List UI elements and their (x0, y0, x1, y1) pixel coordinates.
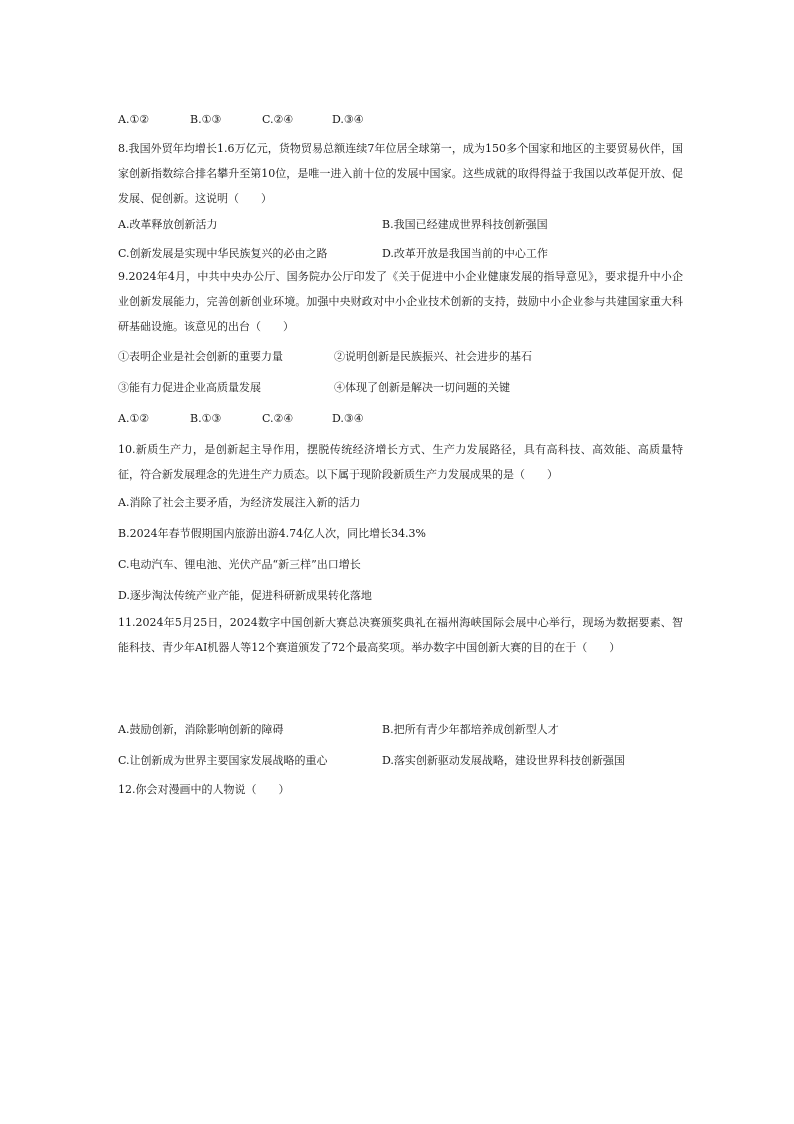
q7-option-c: C.②④ (262, 113, 294, 126)
q8-option-c: C.创新发展是实现中华民族复兴的必由之路 (118, 247, 328, 260)
q8-stem: 8.我国外贸年均增长1.6万亿元，货物贸易总额连续7年位居全球第一，成为150多个国家和地区的主要贸易伙伴，国家创新指数综合排名攀升至第10位，是唯一进入前十位的发展中国家。这些成就的取得得益于我国以改革促开放、促发展、促创新。这说明（ ） (118, 142, 683, 205)
q12-stem: 12.你会对漫画中的人物说（ ） (118, 783, 290, 796)
q9-statement-2: ②说明创新是民族振兴、社会进步的基石 (334, 350, 532, 363)
q9-stem: 9.2024年4月，中共中央办公厅、国务院办公厅印发了《关于促进中小企业健康发展的指导意见》，要求提升中小企业创新发展能力，完善创新创业环境。加强中央财政对中小企业技术创新的支持，鼓励中小企业参与共建国家重大科研基础设施。该意见的出台（ ） (118, 270, 683, 333)
q11-stem: 11.2024年5月25日，2024数字中国创新大赛总决赛颁奖典礼在福州海峡国际会展中心举行，现场为数据要素、智能科技、青少年AI机器人等12个赛道颁发了72个最高奖项。举办数字中国创新大赛的目的在于（ ） (118, 616, 683, 654)
q11-option-b: B.把所有青少年都培养成创新型人才 (382, 723, 559, 736)
q9-option-c: C.②④ (262, 412, 294, 425)
q10-option-d: D.逐步淘汰传统产业产能，促进科研新成果转化落地 (118, 589, 372, 602)
q8-option-d: D.改革开放是我国当前的中心工作 (382, 247, 548, 260)
q8-option-a: A.改革释放创新活力 (118, 218, 218, 231)
q9-statement-3: ③能有力促进企业高质量发展 (118, 381, 261, 394)
q11-option-a: A.鼓励创新，消除影响创新的障碍 (118, 723, 284, 736)
q10-stem: 10.新质生产力，是创新起主导作用，摆脱传统经济增长方式、生产力发展路径，具有高科技、高效能、高质量特征，符合新发展理念的先进生产力质态。以下属于现阶段新质生产力发展成果的是（ ） (118, 443, 683, 481)
q9-option-b: B.①③ (190, 412, 222, 425)
q7-option-a: A.①② (118, 113, 150, 126)
q9-option-d: D.③④ (332, 412, 364, 425)
q7-option-d: D.③④ (332, 113, 364, 126)
q10-option-b: B.2024年春节假期国内旅游出游4.74亿人次，同比增长34.3% (118, 527, 427, 540)
q11-option-c: C.让创新成为世界主要国家发展战略的重心 (118, 754, 328, 767)
q9-statement-4: ④体现了创新是解决一切问题的关键 (334, 381, 510, 394)
q10-option-c: C.电动汽车、锂电池、光伏产品“新三样”出口增长 (118, 558, 361, 571)
q9-option-a: A.①② (118, 412, 150, 425)
q7-option-b: B.①③ (190, 113, 222, 126)
q10-option-a: A.消除了社会主要矛盾，为经济发展注入新的活力 (118, 496, 361, 509)
q11-option-d: D.落实创新驱动发展战略，建设世界科技创新强国 (382, 754, 625, 767)
q9-statement-1: ①表明企业是社会创新的重要力量 (118, 350, 283, 363)
q8-option-b: B.我国已经建成世界科技创新强国 (382, 218, 548, 231)
